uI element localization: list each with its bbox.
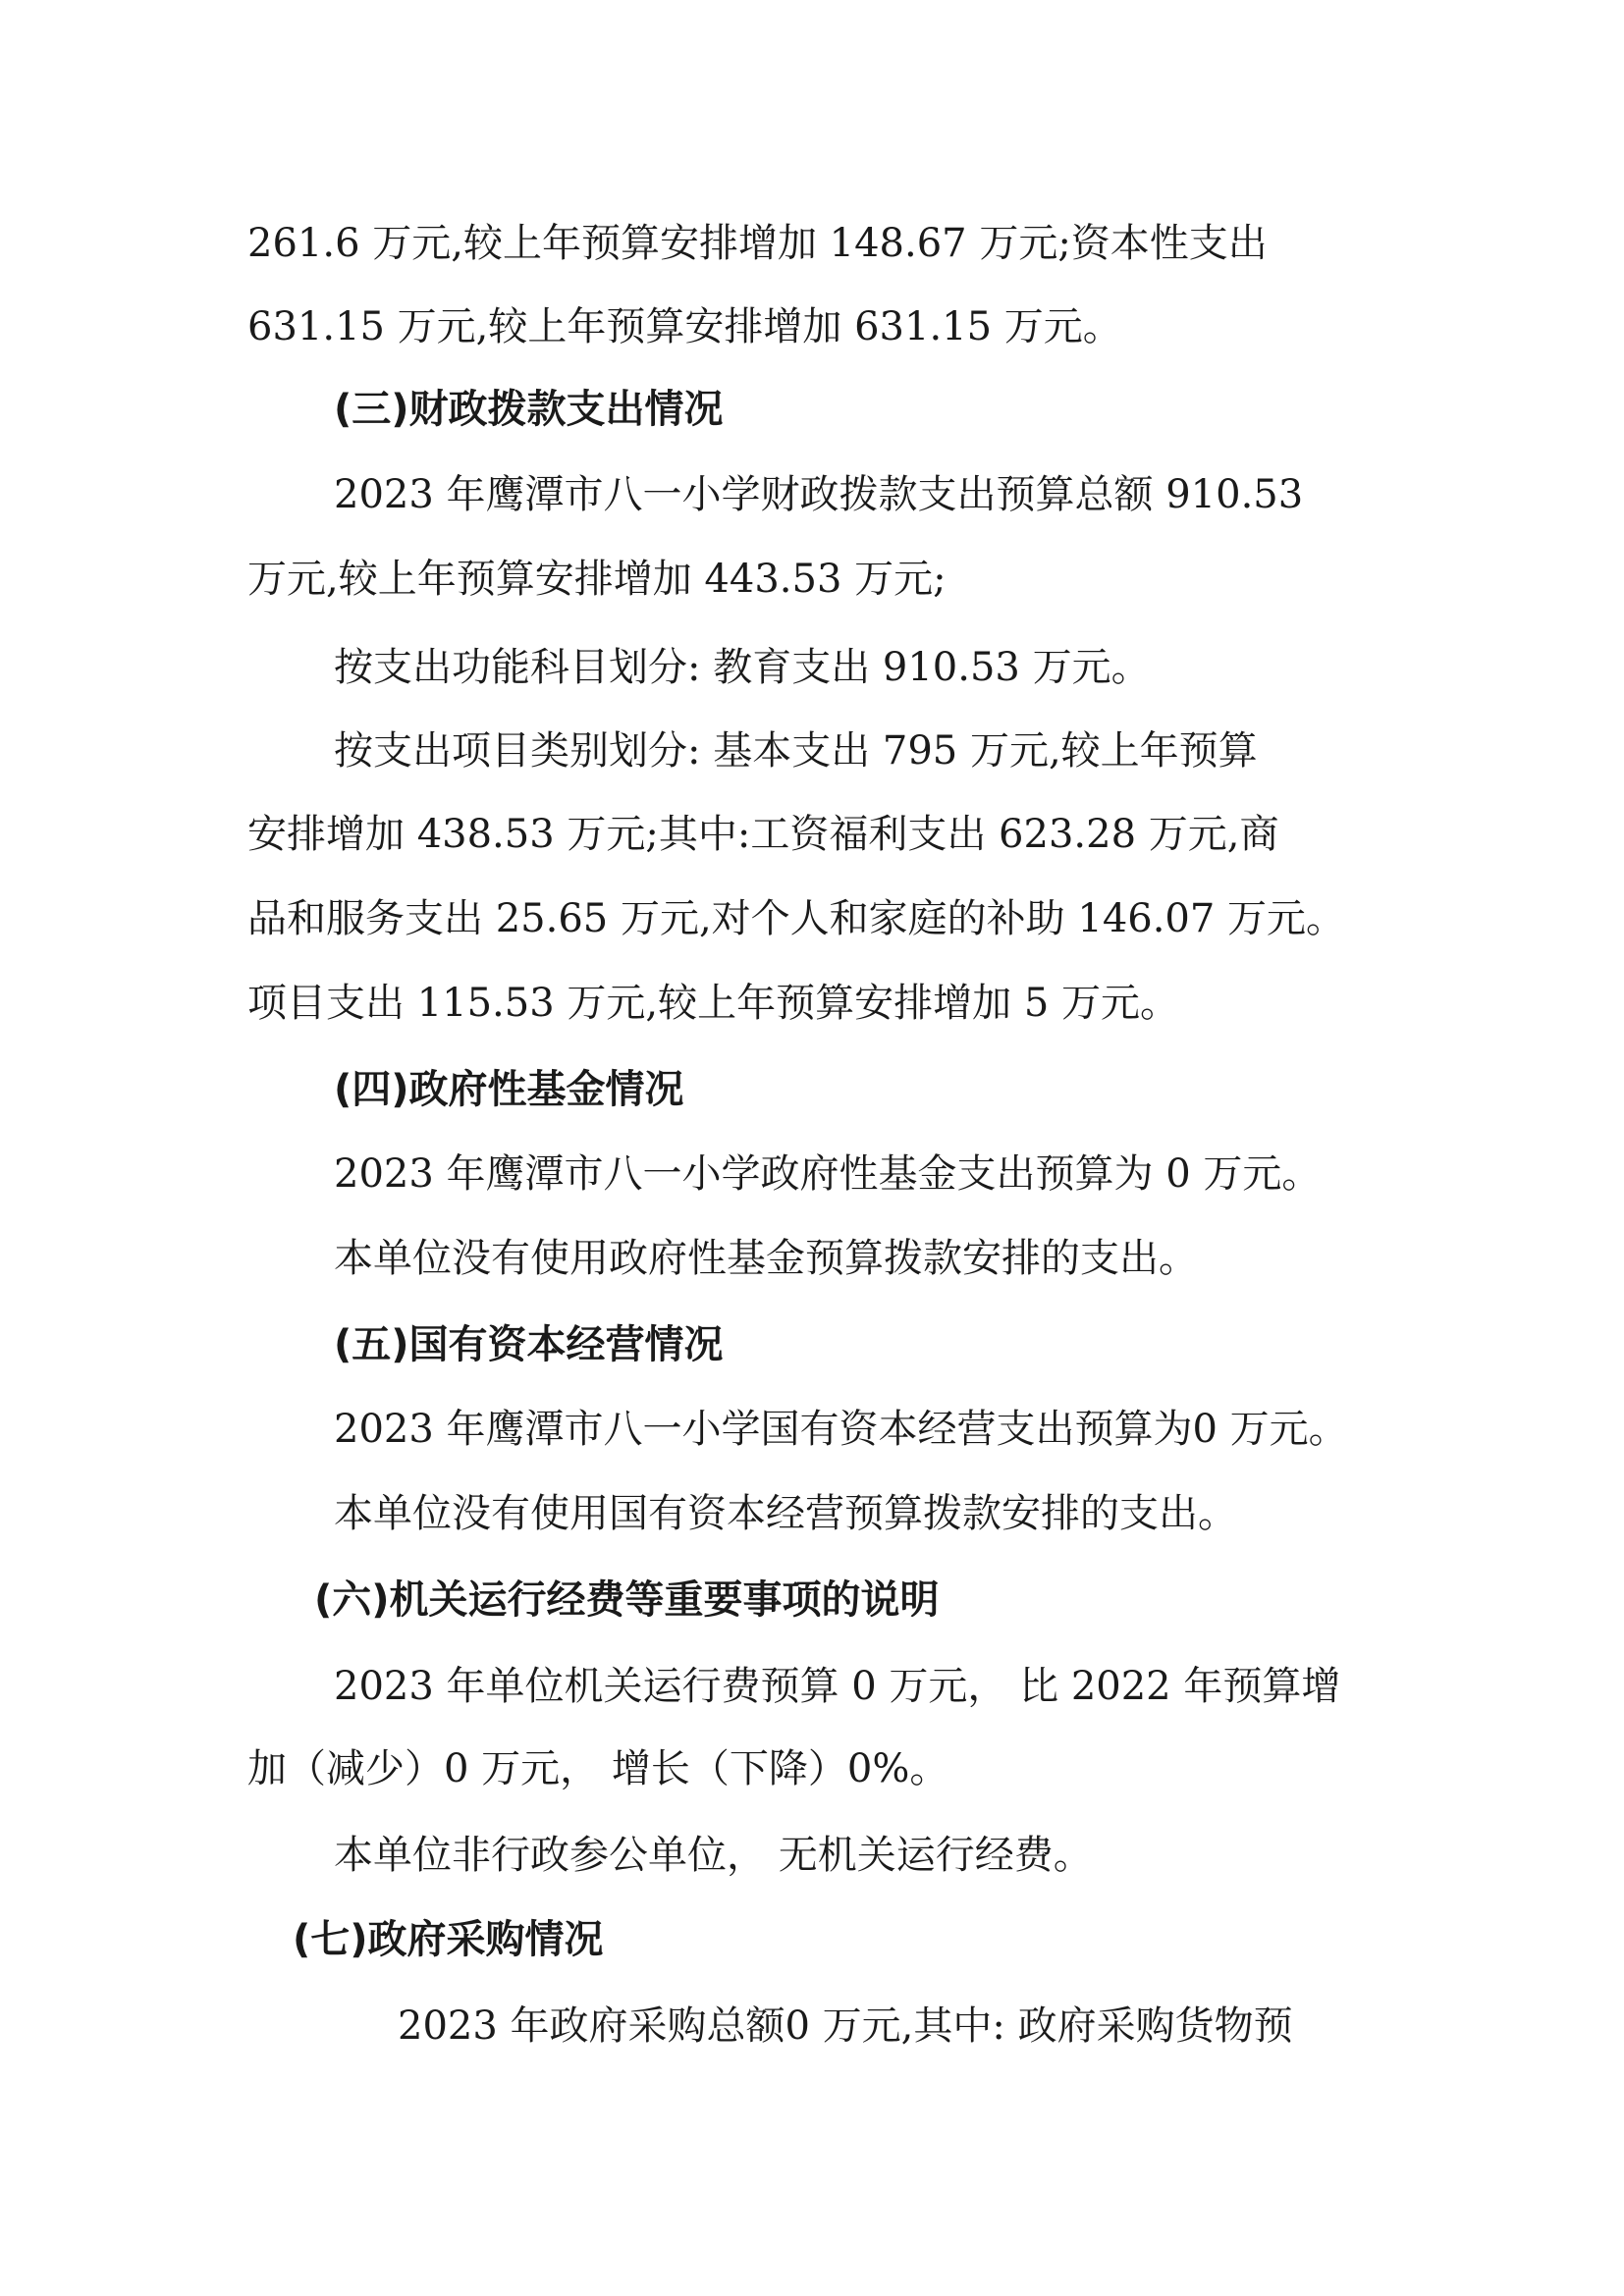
body-line: 万元,较上年预算安排增加 443.53 万元; — [247, 557, 947, 602]
section-heading-5: (五)国有资本经营情况 — [334, 1322, 724, 1367]
body-line: 按支出项目类别划分: 基本支出 795 万元,较上年预算 — [334, 728, 1258, 774]
section-heading-4: (四)政府性基金情况 — [334, 1067, 684, 1112]
body-line: 2023 年鹰潭市八一小学政府性基金支出预算为 0 万元。 — [334, 1151, 1322, 1197]
body-line: 2023 年鹰潭市八一小学财政拨款支出预算总额 910.53 — [334, 472, 1304, 517]
section-heading-7: (七)政府采购情况 — [293, 1917, 604, 1962]
section-heading-6: (六)机关运行经费等重要事项的说明 — [314, 1577, 940, 1623]
body-line: 项目支出 115.53 万元,较上年预算安排增加 5 万元。 — [247, 981, 1179, 1026]
body-line: 加（减少）0 万元， 增长（下降）0%。 — [247, 1746, 949, 1791]
body-line: 本单位非行政参公单位， 无机关运行经费。 — [334, 1833, 1093, 1878]
body-line: 261.6 万元,较上年预算安排增加 148.67 万元;资本性支出 — [247, 221, 1268, 266]
body-line: 631.15 万元,较上年预算安排增加 631.15 万元。 — [247, 304, 1122, 349]
body-line: 安排增加 438.53 万元;其中:工资福利支出 623.28 万元,商 — [247, 812, 1279, 857]
section-heading-3: (三)财政拨款支出情况 — [334, 387, 724, 432]
body-line: 本单位没有使用政府性基金预算拨款安排的支出。 — [334, 1236, 1198, 1281]
body-line: 2023 年单位机关运行费预算 0 万元， 比 2022 年预算增 — [334, 1664, 1341, 1709]
body-line: 本单位没有使用国有资本经营预算拨款安排的支出。 — [334, 1491, 1237, 1536]
body-line: 品和服务支出 25.65 万元,对个人和家庭的补助 146.07 万元。 — [247, 896, 1346, 941]
body-line: 2023 年政府采购总额0 万元,其中: 政府采购货物预 — [398, 2003, 1293, 2049]
body-line: 按支出功能科目划分: 教育支出 910.53 万元。 — [334, 645, 1151, 690]
body-line: 2023 年鹰潭市八一小学国有资本经营支出预算为0 万元。 — [334, 1407, 1348, 1452]
